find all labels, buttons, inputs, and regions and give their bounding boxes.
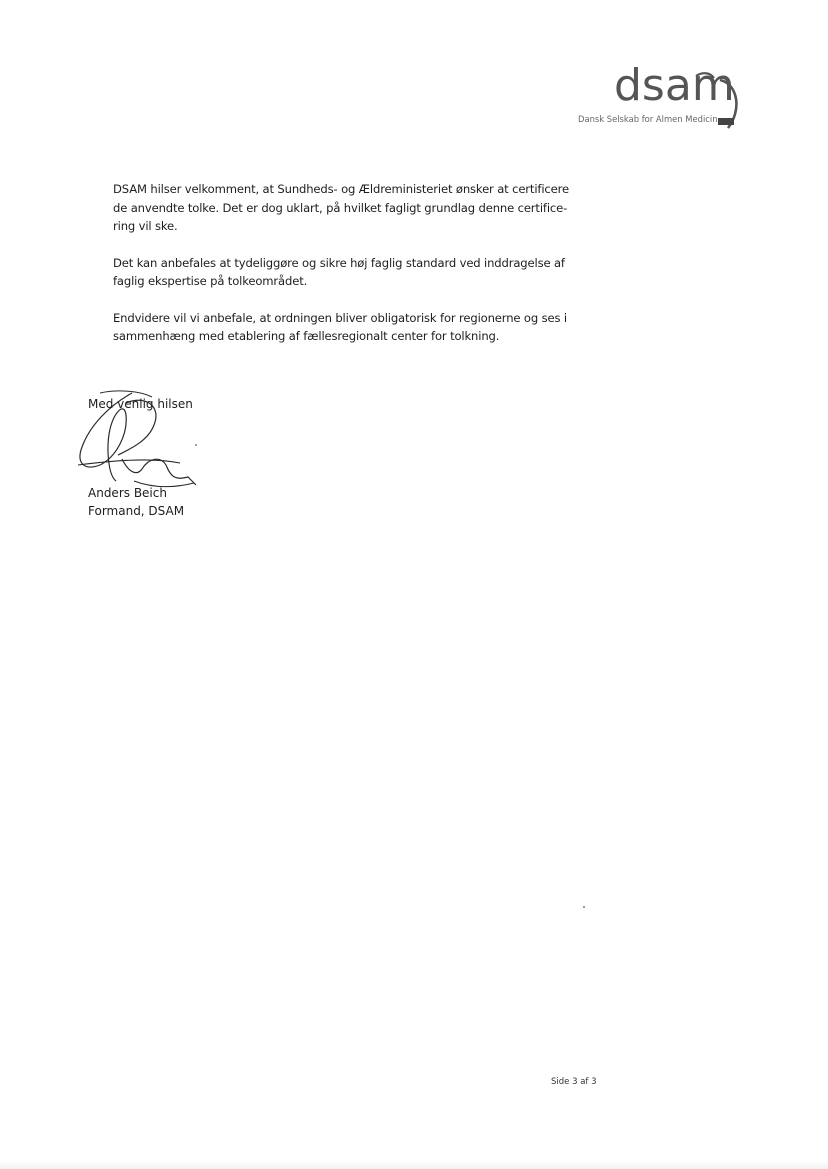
paragraph-3: [113, 309, 613, 346]
logo-tagline: Dansk Selskab for Almen Medicin: [578, 114, 718, 124]
closing-greeting: Med venlig hilsen: [88, 397, 193, 411]
paragraph-2: [113, 254, 613, 291]
letter-body: [113, 180, 613, 364]
paragraph-line: Endvidere vil vi anbefale, at ordningen bliver obligatorisk for regionerne og ses i: [113, 310, 567, 325]
page-number: Side 3 af 3: [551, 1077, 597, 1087]
paragraph-line: DSAM hilser velkomment, at Sundheds- og Ældreministeriet ønsker at certificere: [113, 182, 569, 196]
paragraph-line: Det kan anbefales at tydeliggøre og sikre høj faglig standard ved inddragelse af: [113, 255, 565, 270]
signatory-title: Formand, DSAM: [88, 504, 185, 518]
paragraph-line: de anvendte tolke. Det er dog uklart, på hvilket fagligt grundlag denne certifice-: [113, 200, 568, 215]
paragraph-line: ring vil ske.: [113, 219, 178, 233]
logo-wordmark: dsam: [614, 60, 735, 111]
logo-accent-bar: [718, 118, 734, 125]
signatory-name: Anders Beich: [88, 486, 167, 500]
scan-speck: [583, 906, 585, 908]
dsam-logo: [560, 60, 750, 134]
scan-bottom-edge: [0, 1160, 828, 1169]
paragraph-1: [113, 180, 613, 236]
paragraph-line: faglig ekspertise på tolkeområdet.: [113, 274, 308, 288]
paragraph-line: sammenhæng med etablering af fællesregionalt center for tolkning.: [113, 329, 500, 343]
